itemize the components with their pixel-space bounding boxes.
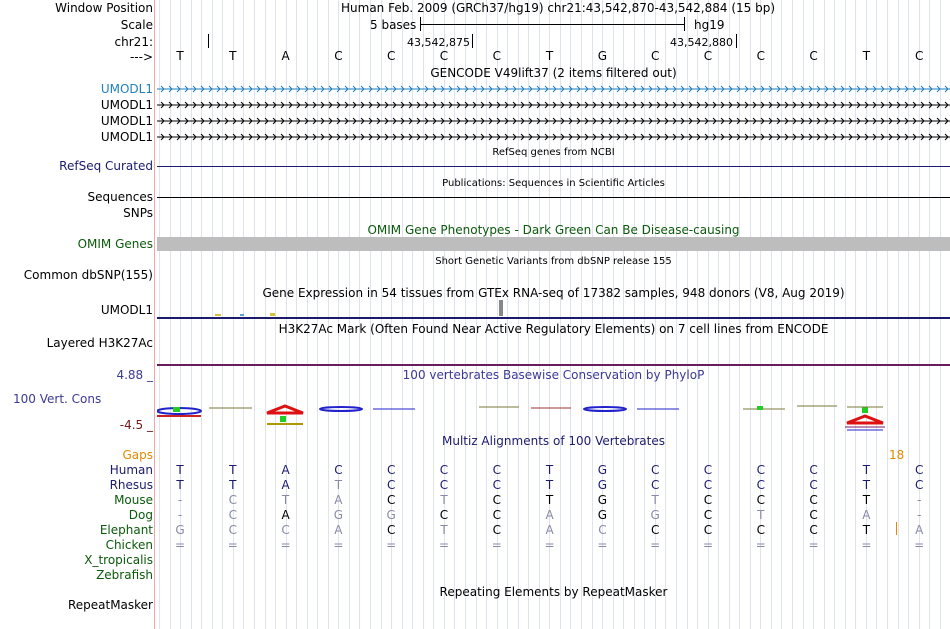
base-letter: - — [917, 493, 922, 507]
grid-line — [803, 0, 804, 629]
grid-line — [729, 0, 730, 629]
base-letter: C — [809, 478, 818, 492]
gtex-expression-bar[interactable] — [270, 313, 275, 316]
grid-line — [265, 0, 266, 629]
species-label[interactable]: X_tropicalis — [84, 553, 153, 567]
base-letter: = — [174, 538, 186, 552]
base-letter: C — [756, 523, 765, 537]
base-letter: A — [334, 493, 343, 507]
gencode-item-label[interactable]: UMODL1 — [100, 82, 153, 96]
omim-gene-bar[interactable] — [157, 237, 950, 251]
species-label[interactable]: Zebrafish — [96, 568, 153, 582]
base-letter: A — [862, 508, 871, 522]
scale-assembly: hg19 — [694, 18, 725, 32]
base-letter: T — [862, 49, 871, 63]
base-letter: T — [176, 478, 184, 492]
base-letter: C — [809, 49, 818, 63]
grid-line — [781, 0, 782, 629]
base-letter: - — [917, 508, 922, 522]
gtex-label[interactable]: UMODL1 — [100, 303, 153, 317]
base-letter: A — [545, 508, 554, 522]
grid-line — [824, 0, 825, 629]
gene-line[interactable] — [157, 132, 950, 142]
base-letter: G — [597, 493, 608, 507]
conservation-max-label: 4.88 _ — [116, 368, 153, 382]
conservation-marks — [157, 406, 885, 430]
grid-line — [697, 0, 698, 629]
base-letter: T — [862, 463, 871, 477]
base-letter: T — [545, 49, 554, 63]
base-letter: C — [703, 478, 713, 492]
grid-line — [159, 0, 160, 629]
publications-label[interactable]: Sequences — [87, 190, 153, 204]
grid-line — [476, 0, 477, 629]
gtex-expression-bar[interactable] — [215, 314, 221, 316]
base-letter: T — [334, 478, 343, 492]
base-letter: T — [545, 478, 554, 492]
base-letter: T — [229, 49, 237, 63]
base-letter: = — [861, 538, 872, 552]
base-letter: = — [386, 538, 397, 552]
grid-line — [834, 0, 835, 629]
base-letter: A — [281, 463, 290, 477]
multiz-track-title[interactable]: Multiz Alignments of 100 Vertebrates — [441, 434, 666, 448]
base-letter: = — [650, 538, 661, 552]
conservation-label[interactable]: 100 Vert. Cons — [13, 392, 102, 406]
gencode-item-label[interactable]: UMODL1 — [100, 114, 153, 128]
grid-line — [465, 0, 466, 629]
window-position-label: Window Position — [55, 1, 153, 15]
grid-line — [307, 0, 308, 629]
h3k27ac-track-title[interactable]: H3K27Ac Mark (Often Found Near Active Regulatory Elements) on 7 cell lines from ENCODE — [278, 322, 829, 336]
base-letter: T — [651, 493, 659, 507]
base-letter: T — [862, 478, 871, 492]
sidebar-divider — [154, 0, 155, 629]
base-letter: C — [650, 523, 660, 537]
base-letter: T — [229, 478, 237, 492]
base-letter: C — [809, 508, 818, 522]
conservation-signal[interactable] — [157, 398, 950, 433]
grid-line — [423, 0, 424, 629]
grid-line — [507, 0, 508, 629]
base-letter: C — [650, 478, 660, 492]
base-letter: C — [703, 508, 713, 522]
grid-line — [592, 0, 593, 629]
base-letter: G — [597, 478, 608, 492]
grid-line — [412, 0, 413, 629]
grid-line — [634, 0, 635, 629]
base-letter: C — [650, 463, 660, 477]
base-letter: = — [333, 538, 344, 552]
base-letter: = — [227, 538, 238, 552]
base-letter: C — [703, 493, 713, 507]
omim-label[interactable]: OMIM Genes — [77, 237, 153, 251]
base-letter: T — [440, 523, 448, 537]
base-letter: G — [650, 508, 660, 522]
omim-track-title[interactable]: OMIM Gene Phenotypes - Dark Green Can Be Disease-causing — [367, 223, 740, 237]
ruler-tick — [472, 34, 473, 48]
base-letter: C — [439, 478, 449, 492]
base-letter: C — [492, 493, 501, 507]
base-letter: C — [386, 49, 396, 63]
base-letter: C — [914, 463, 924, 477]
ruler-tick — [736, 34, 737, 48]
base-letter: G — [597, 463, 608, 477]
base-letter: = — [280, 538, 291, 552]
base-letter: C — [756, 49, 765, 63]
scale-bar — [420, 24, 684, 25]
grid-line — [855, 0, 856, 629]
base-letter: C — [598, 523, 607, 537]
grid-line — [539, 0, 540, 629]
base-letter: C — [281, 523, 290, 537]
grid-line — [845, 0, 846, 629]
scale-bar-right-tick — [684, 17, 685, 31]
base-letter: C — [809, 493, 818, 507]
grid-line — [328, 0, 329, 629]
base-letter: C — [914, 478, 924, 492]
base-letter: C — [809, 523, 818, 537]
grid-line — [940, 0, 941, 629]
base-letter: T — [281, 493, 290, 507]
gtex-expression-bar[interactable] — [499, 300, 503, 316]
h3k27ac-signal[interactable] — [157, 364, 950, 366]
publications-track-line[interactable] — [157, 197, 950, 198]
refseq-subtitle: RefSeq genes from NCBI — [492, 147, 615, 158]
grid-line — [402, 0, 403, 629]
base-letter: C — [809, 463, 818, 477]
grid-line — [908, 0, 909, 629]
base-letter: A — [281, 508, 290, 522]
grid-line — [518, 0, 519, 629]
grid-line — [887, 0, 888, 629]
base-letter: C — [756, 463, 765, 477]
scale-text: 5 bases — [370, 18, 417, 32]
grid-line — [581, 0, 582, 629]
ruler-position-2: 43,542,880 — [670, 36, 733, 49]
base-letter: C — [439, 49, 449, 63]
grid-line — [739, 0, 740, 629]
base-letter: C — [439, 463, 449, 477]
strand-label: ---> — [129, 50, 153, 64]
base-letter: = — [544, 538, 555, 552]
grid-line — [644, 0, 645, 629]
base-letter: C — [386, 523, 396, 537]
grid-line — [212, 0, 213, 629]
snps-label[interactable]: SNPs — [123, 206, 153, 220]
base-letter: G — [597, 49, 608, 63]
base-letter: C — [703, 49, 713, 63]
base-letter: A — [334, 523, 343, 537]
chrom-label: chr21: — [114, 35, 153, 49]
base-letter: G — [386, 508, 396, 522]
grid-line — [792, 0, 793, 629]
grid-line — [613, 0, 614, 629]
grid-line — [486, 0, 487, 629]
base-letter: C — [228, 523, 237, 537]
base-letter: = — [914, 538, 925, 552]
base-letter: C — [914, 49, 924, 63]
gaps-label[interactable]: Gaps — [122, 448, 153, 462]
grid-line — [254, 0, 255, 629]
gencode-item-label[interactable]: UMODL1 — [100, 130, 153, 144]
base-letter: A — [281, 478, 290, 492]
base-letter: = — [597, 538, 608, 552]
base-letter: C — [756, 493, 765, 507]
base-letter: C — [386, 463, 396, 477]
base-letter: C — [492, 463, 501, 477]
base-letter: C — [650, 49, 660, 63]
grid-line — [359, 0, 360, 629]
base-letter: T — [440, 493, 448, 507]
grid-line — [349, 0, 350, 629]
grid-line — [898, 0, 899, 629]
grid-line — [623, 0, 624, 629]
refseq-label[interactable]: RefSeq Curated — [59, 159, 153, 173]
base-letter: T — [545, 493, 554, 507]
h3k27ac-label[interactable]: Layered H3K27Ac — [46, 336, 153, 350]
grid-line — [560, 0, 561, 629]
repeatmasker-track-title[interactable]: Repeating Elements by RepeatMasker — [439, 585, 668, 599]
base-letter: C — [228, 508, 237, 522]
base-letter: C — [756, 478, 765, 492]
repeatmasker-label[interactable]: RepeatMasker — [67, 598, 153, 612]
grid-line — [222, 0, 223, 629]
base-letter: - — [177, 508, 183, 522]
grid-line — [201, 0, 202, 629]
grid-line — [665, 0, 666, 629]
species-label[interactable]: Mouse — [114, 493, 153, 507]
base-letter: = — [438, 538, 450, 552]
base-letter: G — [597, 508, 608, 522]
base-letter: A — [281, 49, 290, 63]
base-letter: C — [439, 508, 449, 522]
base-letter: T — [757, 508, 765, 522]
base-letter: = — [702, 538, 714, 552]
base-letter: T — [862, 493, 871, 507]
grid-line — [676, 0, 677, 629]
species-label[interactable]: Chicken — [105, 538, 153, 552]
base-letter: C — [492, 478, 501, 492]
gtex-track-title[interactable]: Gene Expression in 54 tissues from GTEx RNA-seq of 17382 samples, 948 donors (V8, Aug 2019) — [262, 286, 845, 300]
grid-line — [570, 0, 571, 629]
grid-line — [170, 0, 171, 629]
window-position-value: Human Feb. 2009 (GRCh37/hg19) chr21:43,542,870-43,542,884 (15 bp) — [341, 1, 776, 15]
ruler-tick — [208, 34, 209, 48]
grid-line — [381, 0, 382, 629]
base-letter: A — [915, 523, 924, 537]
conservation-track-title[interactable]: 100 vertebrates Basewise Conservation by PhyloP — [402, 368, 705, 382]
species-label[interactable]: Rhesus — [109, 478, 153, 492]
ruler-position-1: 43,542,875 — [407, 36, 470, 49]
gene-line[interactable] — [157, 84, 950, 94]
dbsnp-subtitle: Short Genetic Variants from dbSNP release 155 — [435, 256, 672, 267]
grid-line — [454, 0, 455, 629]
dbsnp-label[interactable]: Common dbSNP(155) — [23, 268, 153, 282]
base-letter: C — [228, 493, 237, 507]
grid-line — [687, 0, 688, 629]
grid-line — [929, 0, 930, 629]
grid-line — [750, 0, 751, 629]
gencode-track-title[interactable]: GENCODE V49lift37 (2 items filtered out) — [430, 66, 677, 80]
base-letter: T — [176, 463, 184, 477]
base-letter: T — [862, 523, 871, 537]
grid-line — [718, 0, 719, 629]
base-letter: - — [177, 493, 183, 507]
gene-line[interactable] — [157, 116, 950, 126]
grid-line — [771, 0, 772, 629]
publications-subtitle: Publications: Sequences in Scientific Articles — [442, 178, 665, 189]
conservation-min-label: -4.5 _ — [119, 418, 153, 432]
grid-line — [528, 0, 529, 629]
base-letter: T — [176, 49, 184, 63]
gene-line[interactable] — [157, 100, 950, 110]
gap-count: 18 — [889, 448, 905, 462]
base-letter: T — [545, 463, 554, 477]
base-letter: C — [386, 478, 396, 492]
base-letter: = — [808, 538, 819, 552]
scale-label: Scale — [120, 18, 153, 32]
base-letter: T — [229, 463, 237, 477]
base-letter: C — [703, 523, 713, 537]
grid-line — [296, 0, 297, 629]
refseq-track-line[interactable] — [157, 166, 950, 167]
base-letter: C — [492, 523, 501, 537]
species-label[interactable]: Human — [109, 463, 153, 477]
grid-line — [433, 0, 434, 629]
grid-line — [275, 0, 276, 629]
base-letter: C — [492, 508, 501, 522]
base-letter: A — [545, 523, 554, 537]
grid-line — [317, 0, 318, 629]
base-letter: C — [386, 493, 396, 507]
gtex-gene-line[interactable] — [157, 317, 950, 319]
species-label[interactable]: Elephant — [99, 523, 153, 537]
grid-line — [191, 0, 192, 629]
base-letter: C — [334, 463, 343, 477]
species-label[interactable]: Dog — [128, 508, 153, 522]
gap-marker — [896, 522, 897, 535]
base-letter: = — [491, 538, 502, 552]
base-letter: = — [755, 538, 766, 552]
gtex-expression-bar[interactable] — [240, 314, 244, 316]
base-letter: G — [175, 523, 185, 537]
base-letter: C — [334, 49, 343, 63]
grid-line — [370, 0, 371, 629]
base-letter: C — [703, 463, 713, 477]
base-letter: C — [492, 49, 501, 63]
base-letter: G — [333, 508, 344, 522]
gencode-item-label[interactable]: UMODL1 — [100, 98, 153, 112]
grid-line — [876, 0, 877, 629]
